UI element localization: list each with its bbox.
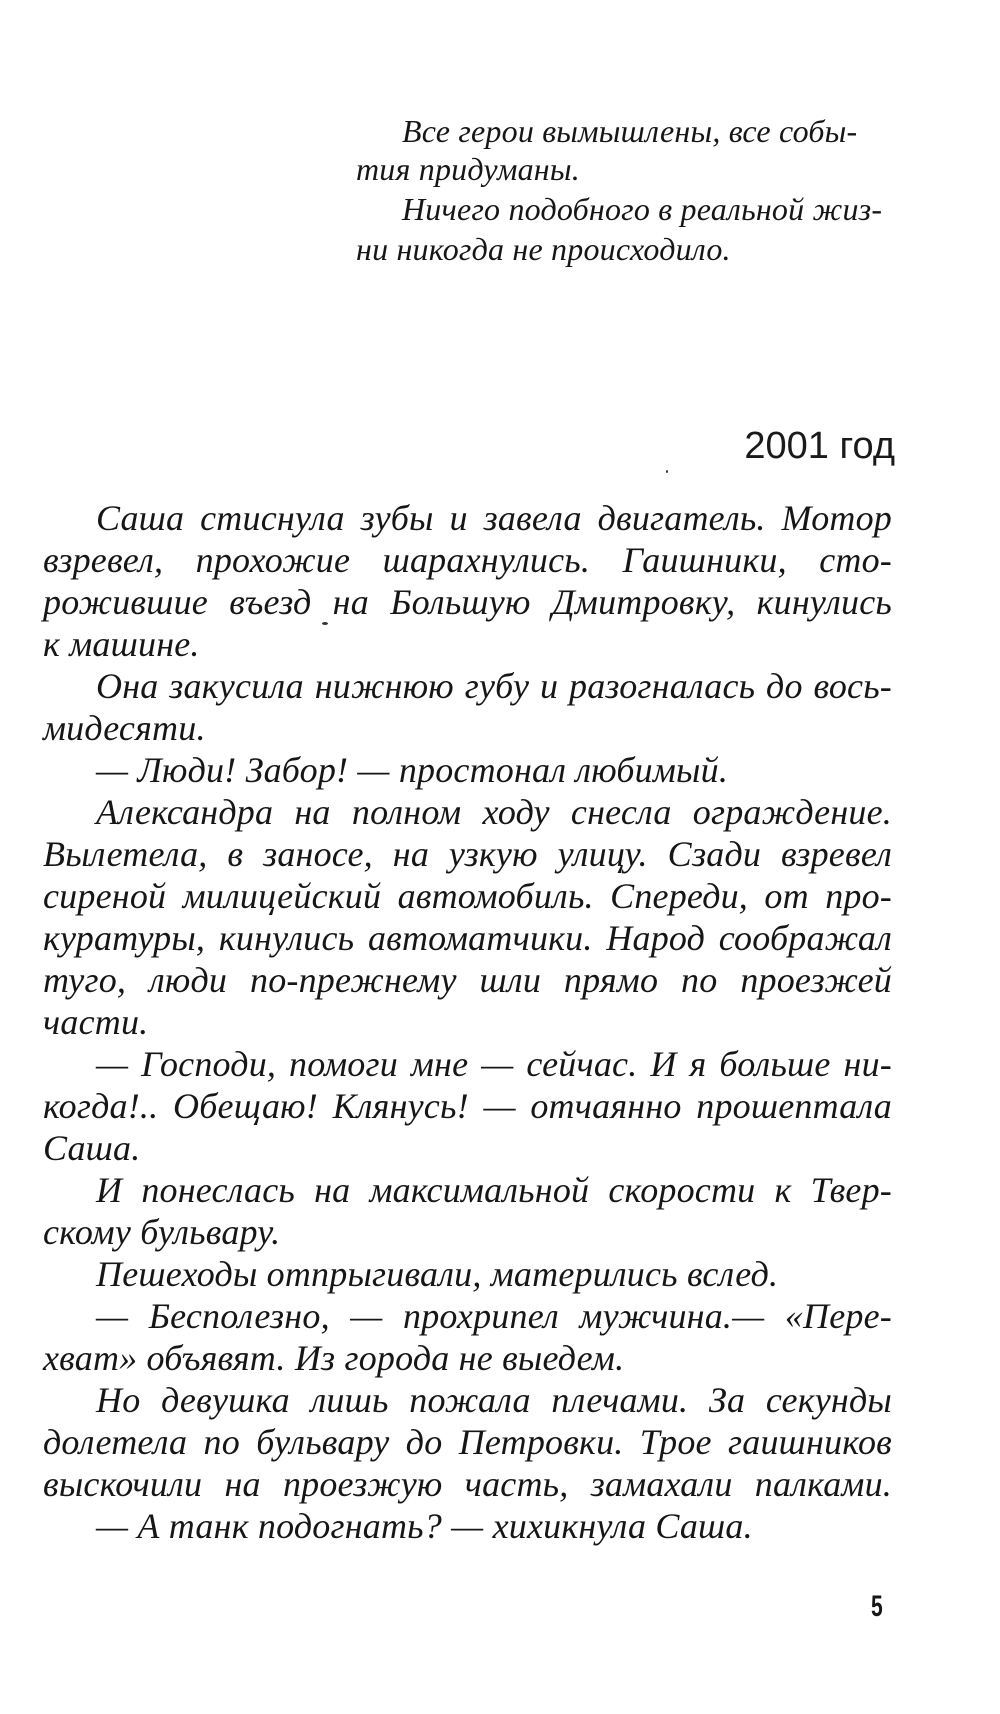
- body-line: Но девушка лишь пожала плечами. За секунды: [96, 1380, 892, 1420]
- body-line: выскочили на проезжую часть, замахали палками.: [43, 1464, 892, 1504]
- body-line: когда!.. Обещаю! Клянусь! — отчаянно прошептала: [43, 1086, 892, 1126]
- body-line: хват» объявят. Из города не выедем.: [43, 1338, 625, 1378]
- epigraph-line: тия придуманы.: [356, 151, 580, 187]
- body-line: скому бульвару.: [43, 1212, 281, 1252]
- body-line: Вылетела, в заносе, на узкую улицу. Сзади взревел: [43, 834, 892, 874]
- body-line: куратуры, кинулись автоматчики. Народ соображал: [43, 918, 892, 958]
- body-line: рожившие въезд на Большую Дмитровку, кинулись: [43, 582, 892, 622]
- body-line: — Люди! Забор! — простонал любимый.: [96, 750, 729, 790]
- body-line: части.: [43, 1002, 149, 1042]
- body-line: И понеслась на максимальной скорости к Твер-: [96, 1170, 892, 1210]
- body-line: мидесяти.: [43, 708, 206, 748]
- body-line: сиреной милицейский автомобиль. Спереди, от про-: [43, 876, 892, 916]
- scan-speck: [322, 622, 328, 625]
- body-line: Саша стиснула зубы и завела двигатель. Мотор: [96, 498, 892, 538]
- epigraph-line: ни никогда не происходило.: [356, 231, 731, 267]
- body-line: туго, люди по-прежнему шли прямо по проезжей: [43, 960, 892, 1000]
- epigraph-line: Все герои вымышлены, все собы-: [402, 113, 858, 149]
- body-line: к машине.: [43, 624, 200, 664]
- body-line: долетела по бульвару до Петровки. Трое гаишников: [43, 1422, 892, 1462]
- page-number: 5: [871, 1590, 883, 1623]
- body-line: — А танк подогнать? — хихикнула Саша.: [96, 1506, 753, 1546]
- epigraph-line: Ничего подобного в реальной жиз-: [402, 191, 883, 227]
- chapter-heading: 2001 год: [744, 425, 895, 467]
- body-line: Саша.: [43, 1128, 141, 1168]
- body-line: Александра на полном ходу снесла ограждение.: [96, 792, 892, 832]
- body-line: Пешеходы отпрыгивали, матерились вслед.: [96, 1254, 779, 1294]
- body-line: взревел, прохожие шарахнулись. Гаишники, сто-: [43, 540, 892, 580]
- body-line: Она закусила нижнюю губу и разогналась до вось-: [96, 666, 892, 706]
- body-line: — Господи, помоги мне — сейчас. И я больше ни-: [96, 1044, 892, 1084]
- body-line: — Бесполезно, — прохрипел мужчина.— «Пере-: [96, 1296, 892, 1336]
- scan-speck: [666, 470, 668, 473]
